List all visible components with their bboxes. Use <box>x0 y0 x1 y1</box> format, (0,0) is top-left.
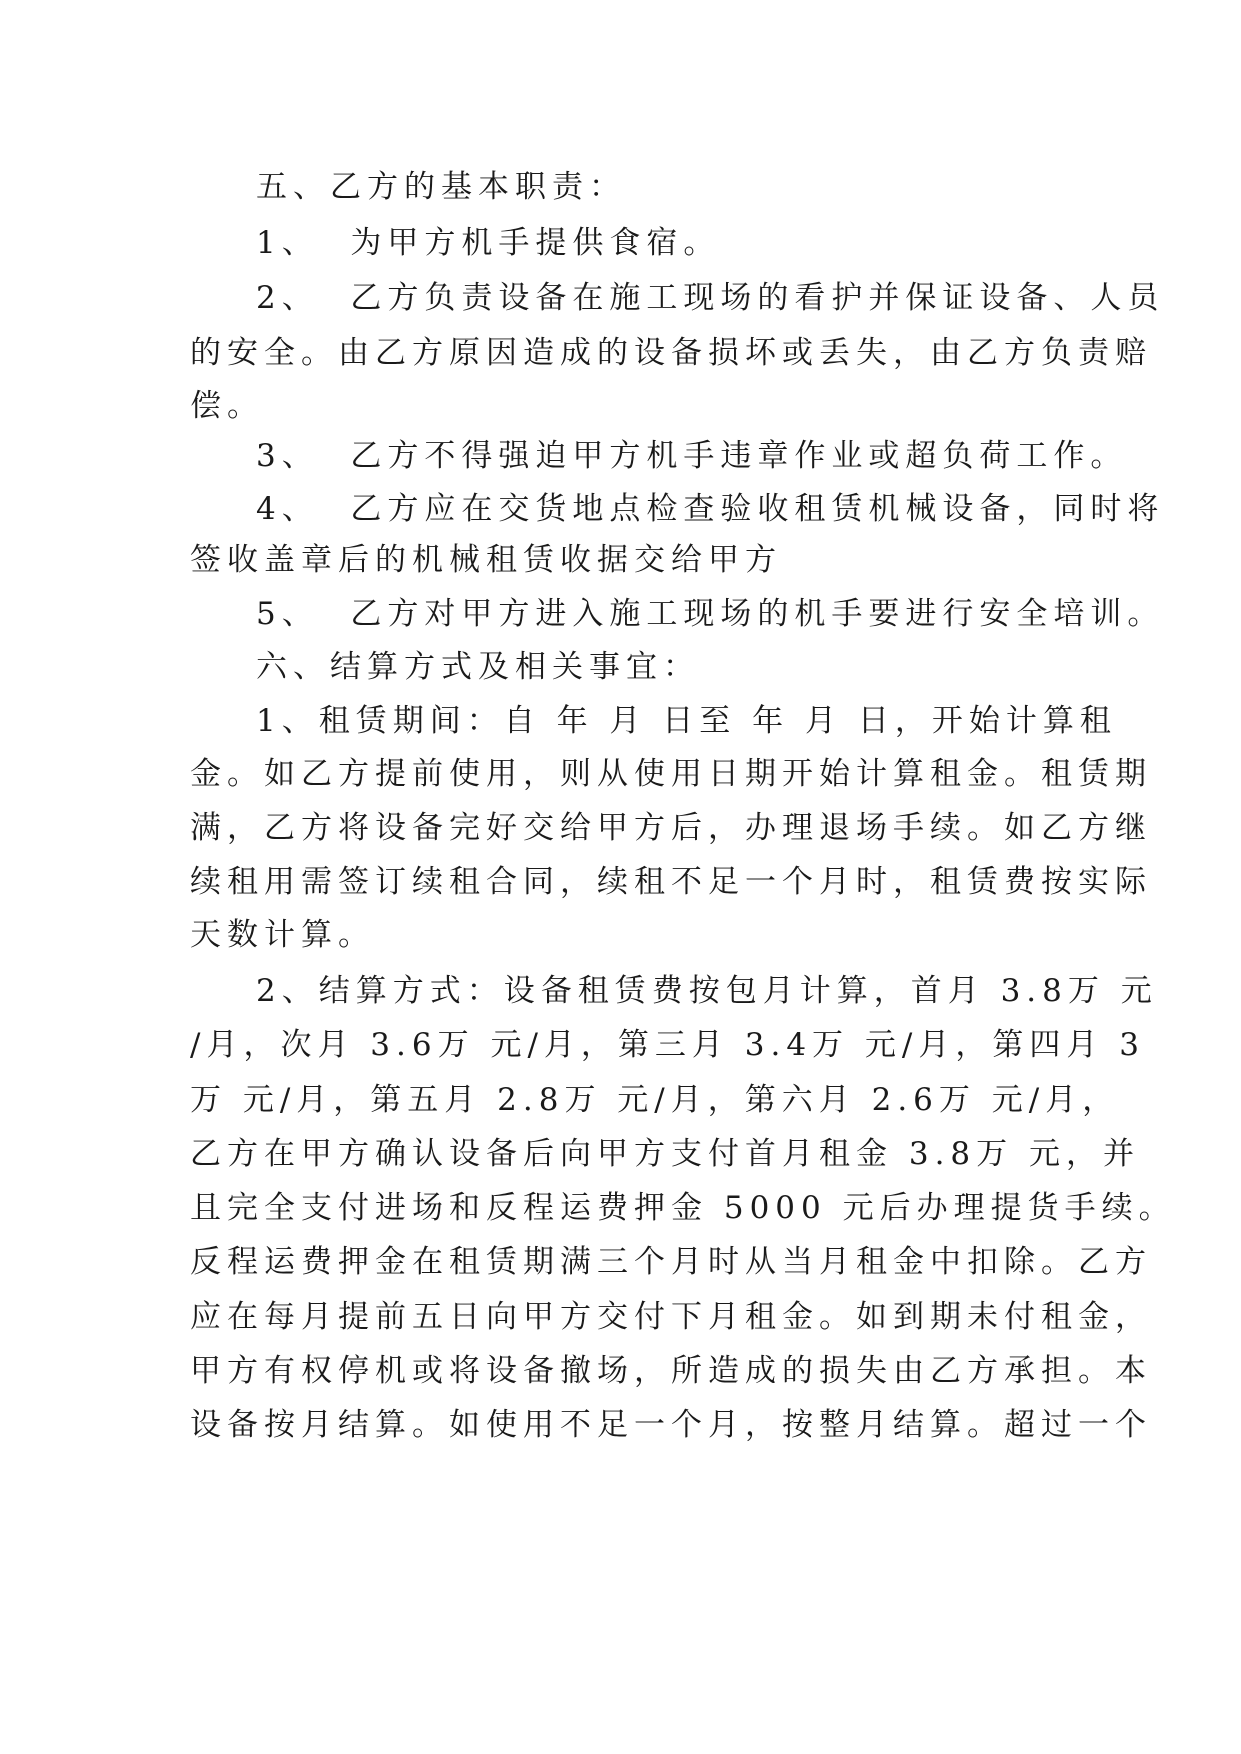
section-heading-6: 六、结算方式及相关事宜： <box>256 649 700 685</box>
paragraph-line: 5、 乙方对甲方进入施工现场的机手要进行安全培训。 <box>256 596 1165 632</box>
section-heading-5: 五、乙方的基本职责： <box>256 169 626 205</box>
paragraph-line: 偿。 <box>190 388 264 424</box>
paragraph-line: 3、 乙方不得强迫甲方机手违章作业或超负荷工作。 <box>256 438 1128 474</box>
paragraph-line: 续租用需签订续租合同，续租不足一个月时，租赁费按实际 <box>190 864 1152 900</box>
paragraph-line: 乙方在甲方确认设备后向甲方支付首月租金 3.8万 元，并 <box>190 1136 1141 1172</box>
paragraph-line: 的安全。由乙方原因造成的设备损坏或丢失，由乙方负责赔 <box>190 335 1152 371</box>
paragraph-line: 万 元/月，第五月 2.8万 元/月，第六月 2.6万 元/月， <box>190 1082 1120 1118</box>
paragraph-line: 天数计算。 <box>190 917 375 953</box>
paragraph-line: 2、 乙方负责设备在施工现场的看护并保证设备、人员 <box>256 280 1165 316</box>
paragraph-line: 甲方有权停机或将设备撤场，所造成的损失由乙方承担。本 <box>190 1353 1152 1389</box>
paragraph-line: 金。如乙方提前使用，则从使用日期开始计算租金。租赁期 <box>190 756 1152 792</box>
paragraph-line: 1、 为甲方机手提供食宿。 <box>256 225 721 261</box>
paragraph-line: 签收盖章后的机械租赁收据交给甲方 <box>190 542 782 578</box>
paragraph-line: 且完全支付进场和反程运费押金 5000 元后办理提货手续。 <box>190 1190 1176 1226</box>
paragraph-line: /月，次月 3.6万 元/月，第三月 3.4万 元/月，第四月 3 <box>190 1027 1145 1063</box>
paragraph-line: 1、租赁期间：自 年 月 日至 年 月 日，开始计算租 <box>256 703 1117 739</box>
paragraph-line: 4、 乙方应在交货地点检查验收租赁机械设备，同时将 <box>256 491 1165 527</box>
paragraph-line: 反程运费押金在租赁期满三个月时从当月租金中扣除。乙方 <box>190 1244 1152 1280</box>
paragraph-line: 应在每月提前五日向甲方交付下月租金。如到期未付租金， <box>190 1299 1152 1335</box>
paragraph-line: 2、结算方式：设备租赁费按包月计算，首月 3.8万 元 <box>256 973 1158 1009</box>
paragraph-line: 设备按月结算。如使用不足一个月，按整月结算。超过一个 <box>190 1407 1152 1443</box>
paragraph-line: 满，乙方将设备完好交给甲方后，办理退场手续。如乙方继 <box>190 810 1152 846</box>
